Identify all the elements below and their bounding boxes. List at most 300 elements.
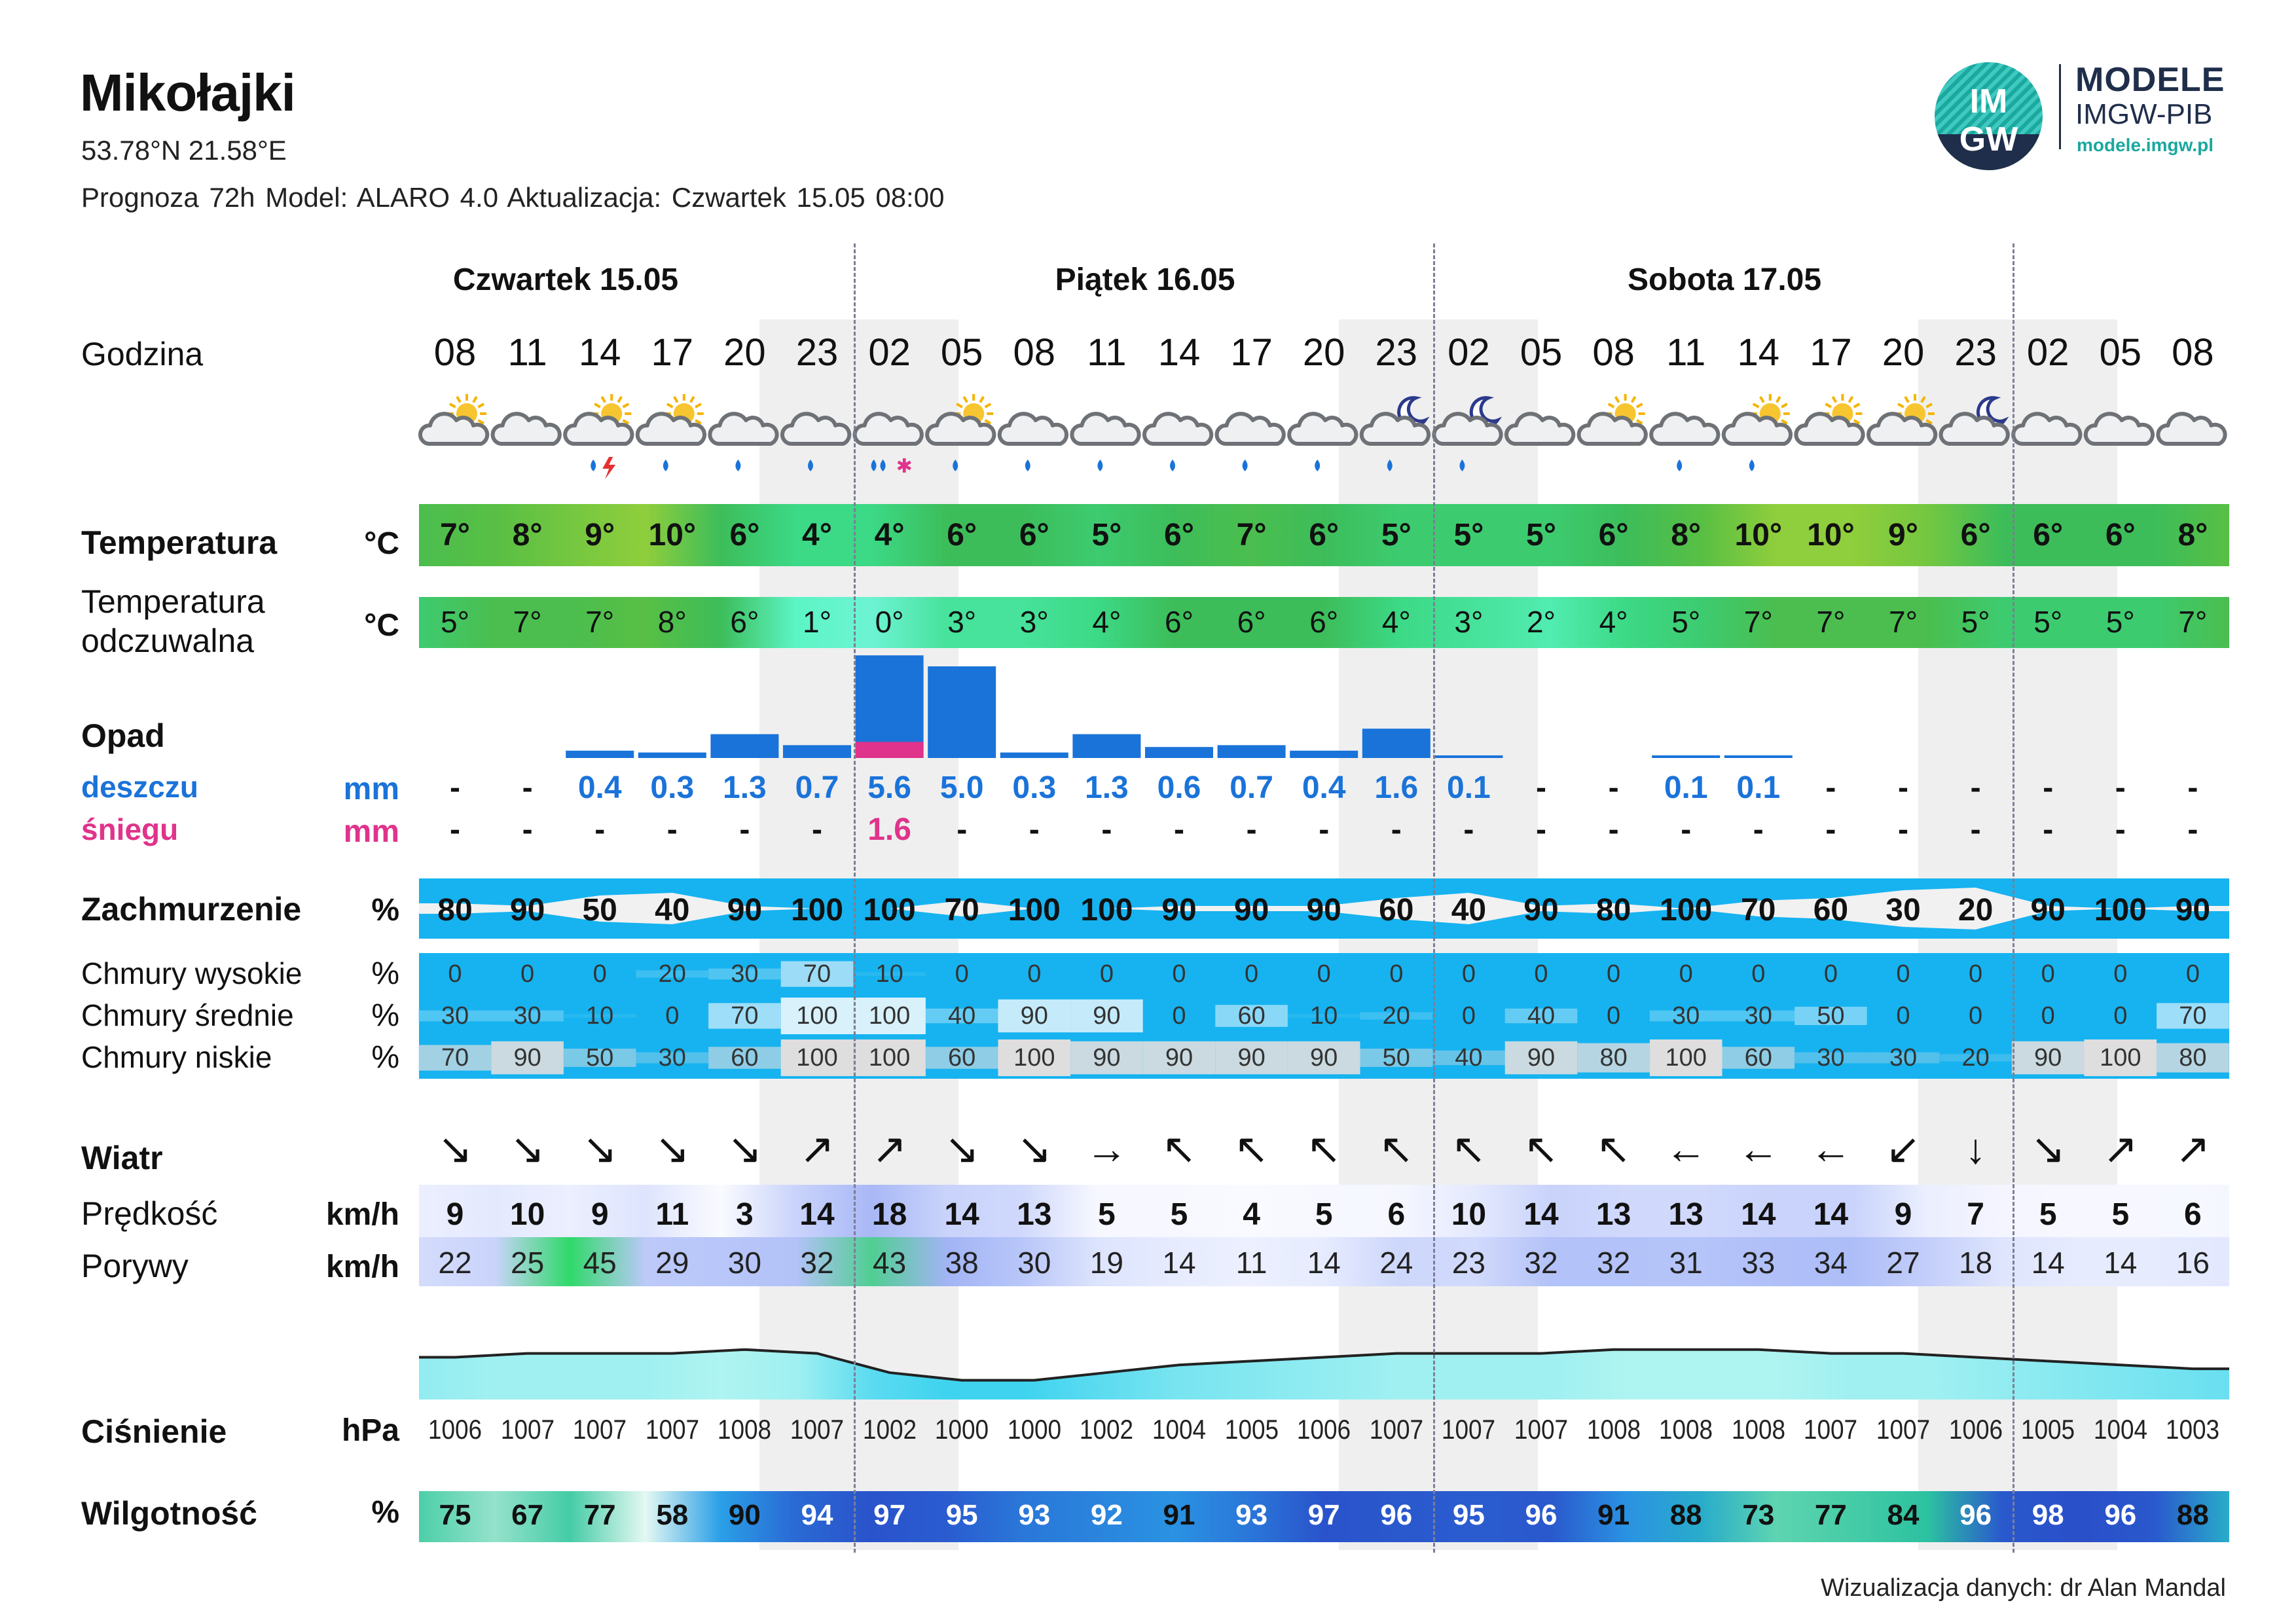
pressure-value: 1007 [790,1414,845,1445]
humidity-value: 95 [1452,1499,1485,1531]
wind-direction-arrow-icon: ↘ [509,1125,545,1172]
moon-cloud-rain-icon [1434,398,1501,471]
day-separator [854,244,856,1553]
pressure-value: 1007 [645,1414,699,1445]
wind-direction-arrow-icon: ↘ [437,1125,473,1172]
cloud-mid-value: 40 [1527,1002,1556,1030]
temperature-value: 7° [1236,518,1267,552]
gust-value: 14 [2031,1246,2065,1280]
wind-direction-arrow-icon: ↓ [1965,1125,1986,1172]
label-high-clouds: Chmury wysokie [81,956,302,990]
logo-title: MODELE [2075,61,2225,99]
snow-value: - [1319,812,1330,847]
rain-value: - [450,770,460,805]
cloud-total-value: 60 [1379,893,1414,928]
wind-direction-arrow-icon: ← [1665,1125,1707,1172]
feels-like-value: 1° [803,605,831,639]
pressure-value: 1000 [935,1414,989,1445]
hour-label: 20 [1302,331,1345,374]
snow-value: - [812,812,822,847]
cloud-high-value: 0 [1389,960,1404,988]
rain-value: - [2115,770,2126,805]
wind-direction-arrow-icon: ↖ [1523,1125,1559,1172]
wind-direction-arrow-icon: ← [1810,1125,1852,1172]
pressure-value: 1000 [1007,1414,1061,1445]
wind-speed-value: 14 [1741,1197,1776,1232]
rain-value: 1.6 [1374,770,1419,805]
label-pressure: Ciśnienie [81,1413,227,1450]
temperature-value: 9° [585,518,615,552]
rain-bar [566,751,634,758]
hour-label: 08 [1592,331,1635,374]
cloud-high-value: 0 [1896,960,1910,988]
rain-bar [638,753,706,758]
feels-like-value: 6° [1237,605,1266,639]
humidity-value: 67 [511,1499,544,1531]
humidity-value: 58 [656,1499,689,1531]
cloud-high-value: 0 [1172,960,1186,988]
cloud-high-value: 0 [1969,960,1983,988]
feels-like-value: 7° [1889,605,1918,639]
hour-label: 11 [507,331,547,374]
cloud-high-value: 0 [448,960,462,988]
label-low-clouds: Chmury niskie [81,1040,272,1074]
pressure-value: 1008 [1659,1414,1713,1445]
hour-label: 17 [1810,331,1852,374]
unit-snow: mm [343,814,399,849]
gust-value: 30 [727,1246,761,1280]
unit-humidity: % [371,1495,399,1530]
snow-value: - [1174,812,1184,847]
rain-bar [928,666,996,758]
cloud-icon [2158,414,2225,444]
cloud-high-value: 0 [1751,960,1766,988]
cloud-low-value: 90 [1527,1044,1556,1072]
snow-value: - [2115,812,2126,847]
hour-label: 17 [1230,331,1273,374]
hour-label: 02 [868,331,911,374]
label-feels-like-2: odczuwalna [81,623,255,659]
unit-speed: km/h [325,1197,399,1232]
rain-bar [1652,755,1720,758]
sun-cloud-rain-icon [638,394,704,471]
pressure-value: 1005 [2021,1414,2075,1445]
logo-url-link[interactable]: modele.imgw.pl [2077,135,2214,155]
pressure-value: 1007 [1442,1414,1496,1445]
partly-sunny-cloud-icon [1579,394,1646,444]
cloud-mid-value: 10 [586,1002,614,1030]
wind-speed-value: 3 [736,1197,754,1232]
rain-value: 0.7 [1230,770,1273,805]
rain-bar [1218,745,1286,758]
cloud-low-value: 90 [1165,1044,1194,1072]
temperature-value: 6° [1164,518,1194,552]
feels-like-value: 3° [947,605,977,639]
gust-value: 30 [1017,1246,1051,1280]
label-snow: śniegu [81,812,179,846]
wind-speed-value: 6 [1387,1197,1406,1232]
cloud-low-value: 90 [1310,1044,1338,1072]
snow-value: 1.6 [867,812,911,847]
cloud-low-value: 30 [1889,1044,1918,1072]
cloud-mid-value: 0 [2113,1002,2128,1030]
humidity-value: 77 [1814,1499,1847,1531]
temperature-value: 6° [1960,518,1991,552]
label-wind-speed: Prędkość [81,1195,218,1232]
pressure-value: 1003 [2166,1414,2220,1445]
humidity-value: 98 [2032,1499,2064,1531]
temperature-value: 6° [2033,518,2064,552]
cloud-mid-value: 0 [1461,1002,1476,1030]
hour-label: 20 [1882,331,1925,374]
humidity-value: 96 [1959,1499,1992,1531]
pressure-value: 1005 [1224,1414,1279,1445]
cloud-high-value: 0 [1679,960,1693,988]
wind-speed-value: 18 [871,1197,907,1232]
wind-direction-arrow-icon: ↘ [2030,1125,2066,1172]
pressure-value: 1002 [862,1414,917,1445]
wind-direction-arrow-icon: ↖ [1595,1125,1631,1172]
cloud-low-value: 80 [1599,1044,1628,1072]
wind-speed-value: 4 [1243,1197,1260,1232]
hour-label: 05 [1520,331,1563,374]
temperature-value: 8° [1671,518,1702,552]
cloud-total-value: 100 [790,893,844,928]
cloud-mid-value: 90 [1093,1002,1121,1030]
rain-value: 1.3 [723,770,767,805]
cloud-low-value: 50 [1382,1044,1410,1072]
cloud-high-value: 0 [1317,960,1331,988]
cloud-high-value: 70 [803,960,831,988]
rain-bar [1362,729,1430,758]
wind-speed-value: 9 [591,1197,609,1232]
humidity-value: 96 [2104,1499,2137,1531]
cloud-mid-value: 30 [1672,1002,1700,1030]
pressure-value: 1007 [1804,1414,1858,1445]
sun-behind-cloud-icon [1868,394,1935,444]
label-hour: Godzina [81,336,204,372]
rain-value: 0.1 [1664,770,1708,805]
partly-sunny-cloud-icon [1796,394,1863,444]
credit: Wizualizacja danych: dr Alan Mandal [1821,1574,2226,1602]
humidity-value: 94 [801,1499,833,1531]
pressure-value: 1007 [573,1414,627,1445]
wind-speed-value: 5 [2039,1197,2057,1232]
cloud-total-value: 90 [2030,893,2066,928]
humidity-value: 97 [1307,1499,1340,1531]
snow-value: - [1753,812,1764,847]
cloud-mid-value: 70 [2179,1002,2207,1030]
snow-value: - [450,812,460,847]
cloud-low-value: 70 [441,1044,469,1072]
day-separator [2013,244,2014,1553]
pressure-value: 1002 [1080,1414,1134,1445]
wind-direction-arrow-icon: ↘ [944,1125,979,1172]
cloud-total-value: 90 [509,893,545,928]
wind-direction-arrow-icon: ↗ [2102,1125,2138,1172]
wind-speed-value: 14 [1813,1197,1849,1232]
hour-label: 23 [795,331,839,374]
humidity-value: 97 [873,1499,906,1531]
snow-value: - [2187,812,2198,847]
temperature-value: 6° [1309,518,1339,552]
humidity-value: 84 [1887,1499,1920,1531]
wind-direction-arrow-icon: → [1085,1125,1128,1172]
wind-direction-arrow-icon: ↘ [727,1125,763,1172]
cloud-total-value: 100 [1660,893,1713,928]
pressure-value: 1008 [718,1414,772,1445]
rain-value: - [522,770,533,805]
wind-direction-arrow-icon: ↖ [1378,1125,1414,1172]
pressure-value: 1004 [1152,1414,1207,1445]
cloud-mid-value: 0 [1969,1002,1983,1030]
humidity-value: 96 [1380,1499,1413,1531]
gust-value: 27 [1886,1246,1920,1280]
hour-label: 20 [723,331,766,374]
rain-value: - [1970,770,1981,805]
wind-speed-value: 9 [446,1197,464,1232]
cloud-low-value: 100 [2100,1044,2141,1072]
cloud-total-value: 60 [1813,893,1849,928]
wind-speed-value: 11 [655,1197,689,1232]
humidity-value: 88 [1669,1499,1702,1531]
temperature-value: 6° [1019,518,1049,552]
cloud-total-value: 100 [1008,893,1061,928]
rain-value: - [2187,770,2198,805]
moon-cloud-icon [1941,398,2008,444]
humidity-value: 95 [945,1499,978,1531]
forecast-meta: Prognoza 72h Model: ALARO 4.0 Aktualizacja: Czwartek 15.05 08:00 [81,182,945,213]
cloud-total-value: 100 [863,893,916,928]
wind-direction-arrow-icon: ↖ [1161,1125,1197,1172]
pressure-value: 1007 [500,1414,555,1445]
cloud-low-value: 40 [1455,1044,1483,1072]
pressure-value: 1006 [1297,1414,1351,1445]
temperature-value: 6° [2105,518,2136,552]
cloud-mid-value: 0 [1607,1002,1621,1030]
cloud-low-value: 30 [1817,1044,1845,1072]
cloud-high-value: 0 [2113,960,2128,988]
cloud-total-value: 70 [944,893,979,928]
hour-label: 05 [2099,331,2142,374]
cloud-mid-value: 0 [665,1002,680,1030]
snow-value: - [1391,812,1402,847]
feels-like-value: 5° [1961,605,1990,639]
feels-like-value: 5° [1671,605,1701,639]
cloud-icon [2013,414,2080,444]
hour-label: 11 [1087,331,1127,374]
cloud-rain-icon [1289,414,1356,471]
cloud-icon [493,414,560,444]
rain-bar [1434,755,1503,758]
cloud-total-value: 20 [1958,893,1994,928]
cloud-total-value: 100 [2094,893,2147,928]
rain-bar [1072,734,1140,758]
cloud-low-value: 60 [948,1044,976,1072]
cloud-total-value: 90 [727,893,763,928]
cloud-low-value: 90 [513,1044,541,1072]
humidity-value: 88 [2176,1499,2209,1531]
cloud-total-value: 100 [1080,893,1133,928]
gust-value: 14 [1307,1246,1341,1280]
feels-like-value: 7° [2178,605,2208,639]
rain-bar [1000,753,1068,758]
day-label: Piątek 16.05 [1055,262,1235,297]
rain-bar [1724,755,1793,758]
label-precip: Opad [81,717,165,754]
gust-value: 19 [1089,1246,1123,1280]
humidity-value: 73 [1742,1499,1775,1531]
snow-value: - [739,812,750,847]
feels-like-value: 7° [1816,605,1846,639]
cloud-mid-value: 20 [1382,1002,1410,1030]
pressure-value: 1007 [1876,1414,1931,1445]
wind-speed-value: 13 [1017,1197,1052,1232]
wind-direction-arrow-icon: ↙ [1886,1125,1921,1172]
cloud-total-value: 40 [1451,893,1487,928]
cloud-mid-value: 50 [1817,1002,1845,1030]
snow-value: - [2043,812,2054,847]
snow-value: - [1898,812,1908,847]
wind-speed-value: 14 [944,1197,979,1232]
hour-label: 08 [2172,331,2214,374]
feels-like-value: 7° [585,605,615,639]
feels-like-value: 4° [1381,605,1411,639]
feels-like-value: 3° [1019,605,1049,639]
feels-like-value: 6° [1309,605,1339,639]
logo-subtitle: IMGW-PIB [2075,98,2213,130]
temperature-value: 9° [1888,518,1918,552]
cloud-high-value: 0 [592,960,607,988]
wind-speed-value: 5 [2111,1197,2130,1232]
wind-direction-arrow-icon: ↖ [1451,1125,1487,1172]
label-rain: deszczu [81,770,198,804]
gust-value: 31 [1669,1246,1703,1280]
cloud-mid-value: 60 [1237,1002,1266,1030]
feels-like-value: 5° [2105,605,2135,639]
temperature-value: 8° [512,518,543,552]
cloud-low-value: 30 [658,1044,686,1072]
feels-like-value: 7° [513,605,542,639]
wind-direction-arrow-icon: ↗ [2175,1125,2211,1172]
sun-cloud-rain-icon [927,394,994,471]
rain-value: - [1825,770,1836,805]
wind-speed-value: 7 [1967,1197,1984,1232]
humidity-value: 91 [1597,1499,1630,1531]
snow-value: - [1536,812,1546,847]
hour-label: 17 [651,331,694,374]
cloud-total-value: 40 [655,893,690,928]
cloud-total-value: 80 [437,893,473,928]
rain-value: - [1536,770,1546,805]
cloud-low-value: 90 [1093,1044,1121,1072]
moon-cloud-rain-icon [1362,398,1429,471]
cloud-icon [1506,414,1573,444]
cloud-total-value: 90 [2175,893,2211,928]
gust-value: 38 [945,1246,979,1280]
wind-speed-value: 5 [1315,1197,1333,1232]
cloud-rain-icon [782,414,849,471]
feels-like-value: 2° [1527,605,1556,639]
cloud-low-value: 60 [731,1044,759,1072]
gust-value: 25 [511,1246,545,1280]
rain-value: - [2043,770,2054,805]
cloud-mid-value: 70 [731,1002,759,1030]
cloud-low-value: 50 [586,1044,614,1072]
cloud-high-value: 0 [955,960,969,988]
temperature-value: 4° [874,518,905,552]
unit-clouds: % [371,893,399,928]
gust-value: 18 [1959,1246,1993,1280]
wind-direction-arrow-icon: ↖ [1233,1125,1269,1172]
snow-value: - [957,812,968,847]
hour-label: 23 [1954,331,1997,374]
pressure-value: 1007 [1514,1414,1569,1445]
day-label: Sobota 17.05 [1627,262,1822,297]
temperature-value: 6° [729,518,760,552]
hour-label: 14 [1737,331,1780,374]
unit-rain: mm [343,772,399,806]
hour-label: 23 [1375,331,1418,374]
label-wind: Wiatr [81,1140,163,1176]
cloud-rain-icon [1651,414,1718,471]
cloud-high-value: 0 [520,960,535,988]
cloud-low-value: 90 [2034,1044,2062,1072]
label-mid-clouds: Chmury średnie [81,998,294,1032]
rain-value: 5.0 [939,770,984,805]
unit-high: % [371,956,399,991]
temperature-value: 8° [2178,518,2208,552]
humidity-value: 90 [728,1499,761,1531]
snow-value: - [1825,812,1836,847]
feels-like-value: 5° [441,605,469,639]
unit-temp: °C [364,526,399,561]
temperature-value: 10° [648,518,697,552]
wind-direction-arrow-icon: ← [1737,1125,1779,1172]
snow-bar [856,742,924,758]
label-clouds: Zachmurzenie [81,891,302,928]
cloud-high-value: 0 [1245,960,1259,988]
gust-value: 16 [2176,1246,2210,1280]
humidity-value: 93 [1235,1499,1268,1531]
humidity-value: 77 [583,1499,616,1531]
svg-text:✱: ✱ [896,455,913,478]
rain-value: 1.3 [1085,770,1129,805]
coordinates: 53.78°N 21.58°E [81,135,287,166]
cloud-total-value: 90 [1161,893,1197,928]
snow-value: - [1246,812,1257,847]
cloud-mid-value: 0 [1172,1002,1186,1030]
rain-value: 0.3 [650,770,695,805]
rain-value: 0.6 [1157,770,1201,805]
cloud-mid-value: 90 [1020,1002,1048,1030]
snow-value: - [1681,812,1692,847]
rain-value: 0.1 [1447,770,1491,805]
humidity-value: 91 [1163,1499,1195,1531]
cloud-mid-value: 40 [948,1002,976,1030]
snow-value: - [1608,812,1619,847]
feels-like-value: 6° [1165,605,1194,639]
temperature-value: 6° [947,518,977,552]
label-feels-like-1: Temperatura [81,583,265,620]
feels-like-value: 6° [730,605,759,639]
rain-value: 0.7 [795,770,839,805]
hour-label: 02 [1448,331,1490,374]
gust-value: 29 [655,1246,689,1280]
pressure-value: 1006 [428,1414,483,1445]
gust-value: 45 [583,1246,617,1280]
cloud-high-value: 0 [1461,960,1476,988]
